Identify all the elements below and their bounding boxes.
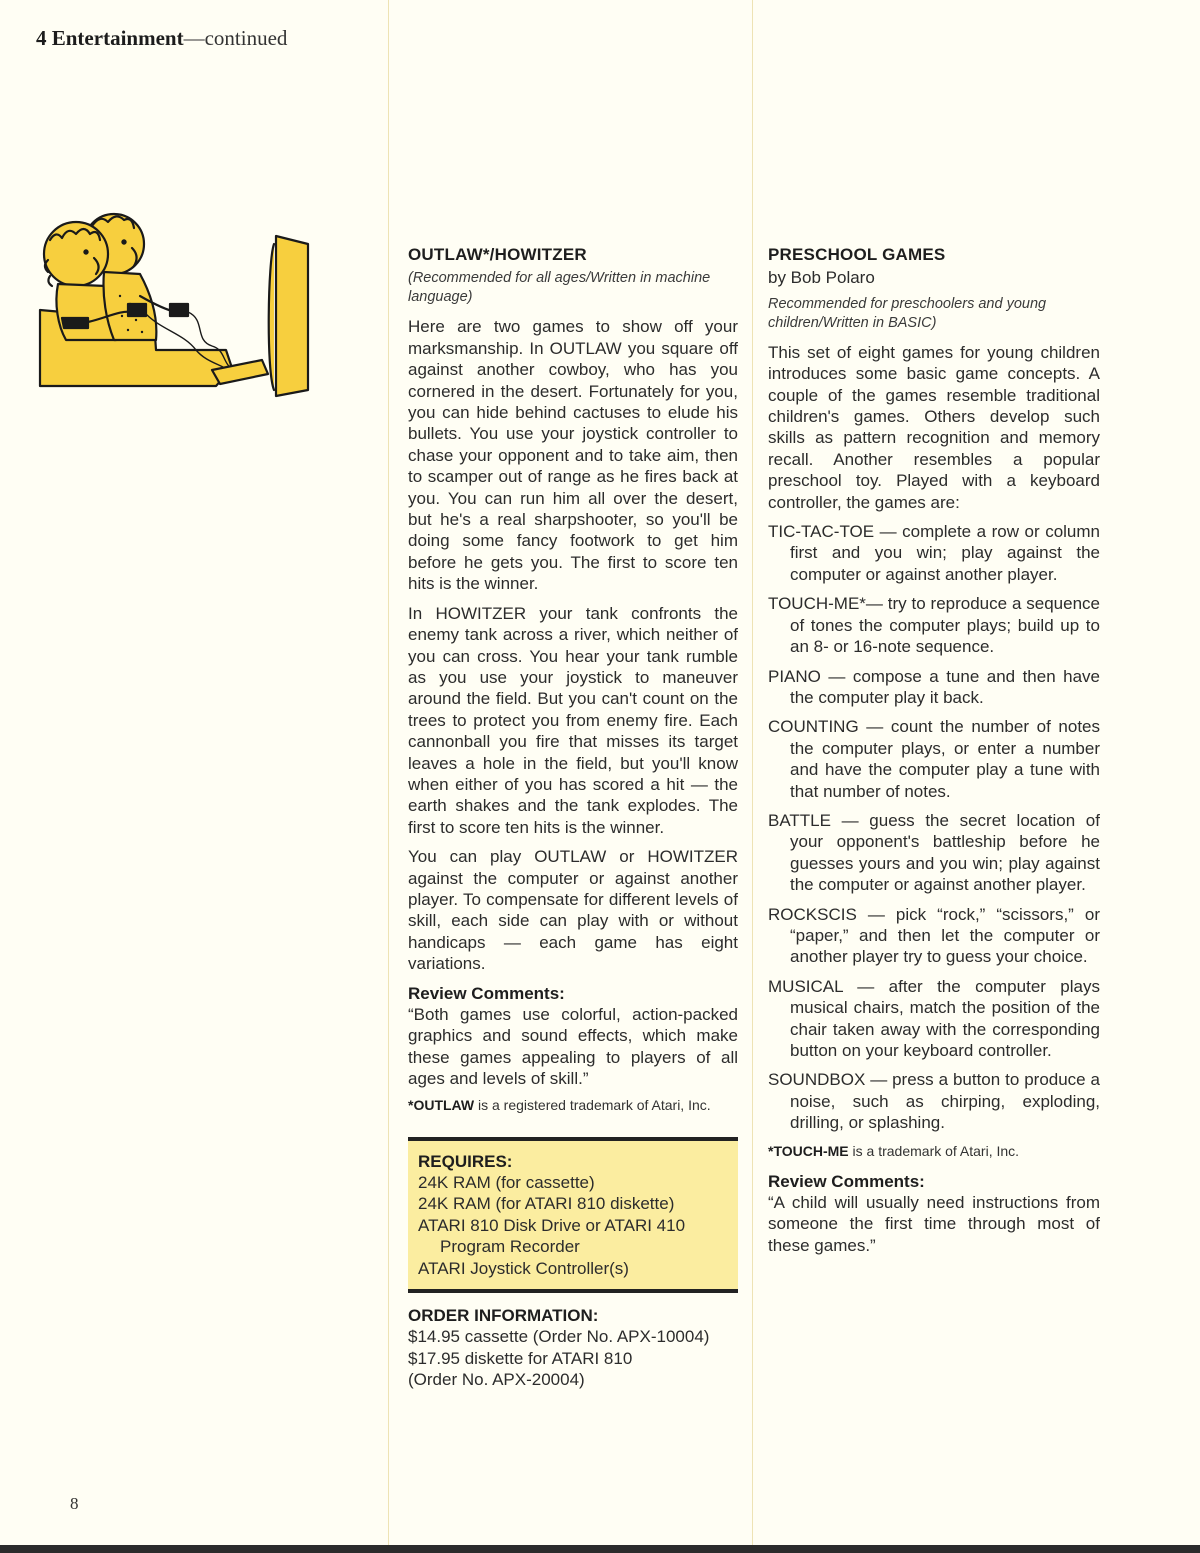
trademark-name: *TOUCH-ME [768,1142,849,1159]
review-quote: “A child will usually need instructions from someone the first time through most of these games.” [768,1193,1100,1255]
requirement-item: 24K RAM (for cassette) [418,1173,595,1193]
trademark-note [768,1142,1100,1161]
game-item: BATTLE — guess the secret location of your opponent's battleship before he guesses yours and you win; play against the computer or against another player. [768,810,1100,895]
column-rule-left [388,0,389,1545]
game-item: PIANO — compose a tune and then have the computer play it back. [768,666,1100,707]
game-item: MUSICAL — after the computer plays musical chairs, match the position of the chair taken away with the corresponding button on your keyboard controller. [768,976,1100,1060]
trademark-note [408,1096,738,1115]
outlaw-howitzer-article [408,244,738,1391]
body-paragraph: In HOWITZER your tank confronts the enemy tank across a river, which neither of you can cross. You hear your tank rumble as you use your joystick to maneuver around the field. But you can't count on the trees to protect you from enemy fire. Each cannonball you fire that misses its target leaves a hole in the field, but you'll know when either of you has scored a hit — the earth shakes and the tank explodes. The first to score ten hits is the winner. [408,603,738,837]
trademark-name: *OUTLAW [408,1096,475,1113]
requirements-box [408,1137,738,1293]
order-line: $14.95 cassette (Order No. APX-10004) [408,1327,710,1347]
order-heading: ORDER INFORMATION: [408,1306,599,1326]
trademark-text: is a trademark of Atari, Inc. [848,1142,1020,1159]
requirement-item: ATARI 810 Disk Drive or ATARI 410 Program Recorder [418,1215,686,1257]
review-heading: Review Comments: [768,1171,925,1191]
trademark-text: is a registered trademark of Atari, Inc. [474,1096,711,1113]
body-paragraph: You can play OUTLAW or HOWITZER against the computer or against another player. To compensate for different levels of skill, each side can play with or without handicaps — each game has eight variations. [408,847,738,974]
order-line: (Order No. APX-20004) [408,1370,585,1390]
requirement-item: 24K RAM (for ATARI 810 diskette) [418,1194,675,1214]
page-bottom-edge [0,1545,1200,1553]
requires-heading: REQUIRES: [418,1151,513,1171]
game-item: TOUCH-ME*— try to reproduce a sequence of tones the computer plays; build up to an 8- or 16-note sequence. [768,594,1100,657]
continued-label: —continued [183,26,288,50]
article-title: OUTLAW*/HOWITZER [408,245,587,264]
page-header [36,26,287,51]
article-title: PRESCHOOL GAMES [768,245,946,264]
preschool-games-article [768,244,1100,1262]
column-rule-right [752,0,753,1545]
children-playing-computer-illustration [36,200,322,400]
intro-paragraph: This set of eight games for young children introduces some basic game concepts. A couple of the games resemble traditional children's games. Others develop such skills as pattern recognition and memory recall. Another resembles a popular preschool toy. Played with a keyboard controller, the games are: [768,342,1100,512]
recommendation-note: Recommended for preschoolers and young children/Written in BASIC) [768,295,1047,331]
game-item: COUNTING — count the number of notes the computer plays, or enter a number and have the computer play a tune with that number of notes. [768,717,1100,801]
section-title: Entertainment [51,26,184,50]
games-list [768,521,1100,1134]
section-number: 4 [36,26,47,50]
order-line: $17.95 diskette for ATARI 810 [408,1348,633,1368]
game-item: SOUNDBOX — press a button to produce a noise, such as chirping, exploding, drilling, or splashing. [768,1070,1100,1133]
review-quote: “Both games use colorful, action-packed graphics and sound effects, which make these games appealing to players of all ages and levels of skill.” [408,1005,738,1089]
page-number: 8 [70,1494,79,1513]
body-paragraph: Here are two games to show off your marksmanship. In OUTLAW you square off against another cowboy, who has you cornered in the desert. Fortunately for you, you can hide behind cactuses to elude his bullets. You use your joystick controller to chase your opponent and to take aim, then to scamper out of range as he fires back at you. You can run him all over the desert, but he's a real sharpshooter, so you'll be doing some fancy footwork to get him before he gets you. The first to score ten hits is the winner. [408,317,738,594]
game-item: TIC-TAC-TOE — complete a row or column first and you win; play against the computer or against another player. [768,522,1100,584]
article-author: by Bob Polaro [768,268,875,288]
recommendation-note: (Recommended for all ages/Written in machine language) [408,270,711,306]
game-item: ROCKSCIS — pick “rock,” “scissors,” or “paper,” and then let the computer or another player try to guess your choice. [768,904,1100,967]
requirement-item: ATARI Joystick Controller(s) [418,1258,629,1278]
review-heading: Review Comments: [408,983,565,1003]
